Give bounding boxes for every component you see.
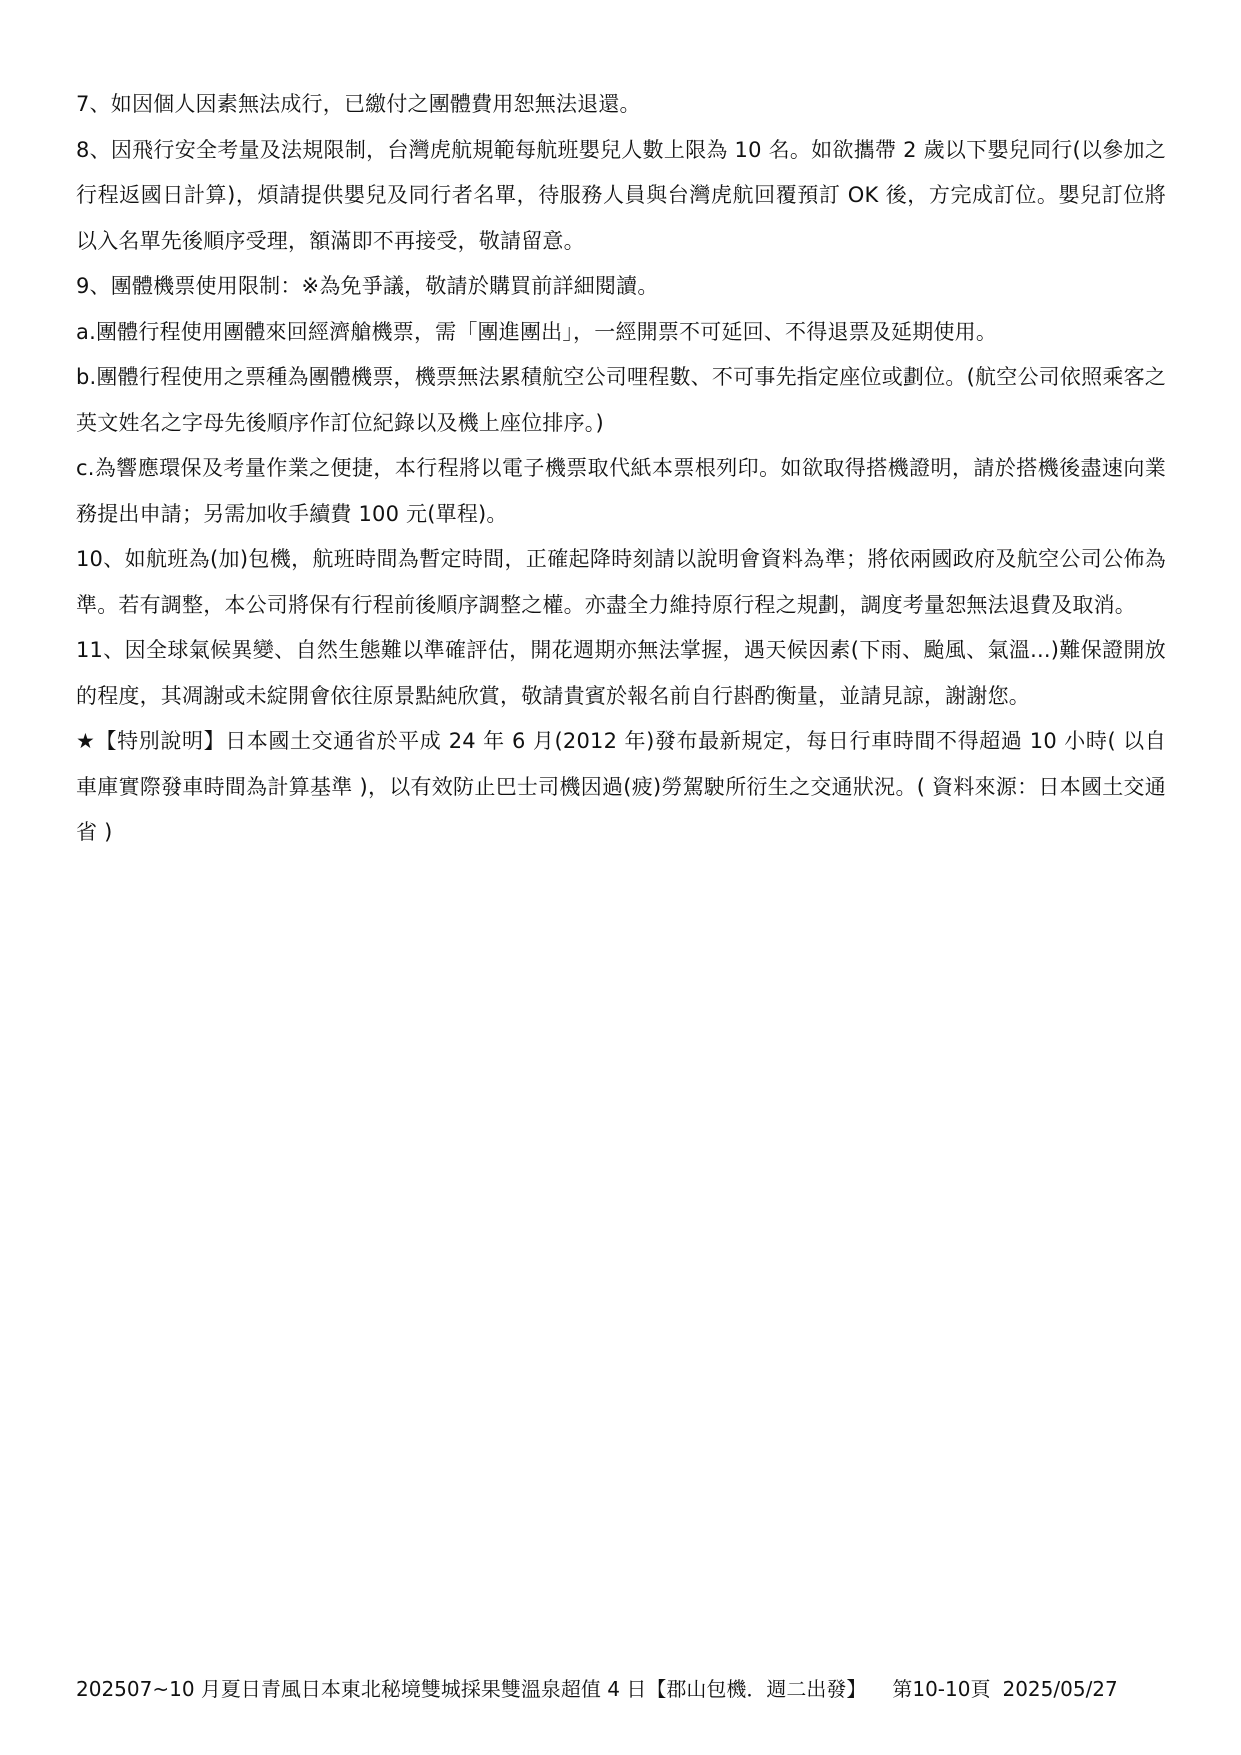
note-9c: c.為響應環保及考量作業之便捷，本行程將以電子機票取代紙本票根列印。如欲取得搭機證明，請於搭機後盡速向業務提出申請；另需加收手續費 100 元(單程)。	[76, 456, 1166, 526]
special-notice: ★【特別說明】日本國土交通省於平成 24 年 6 月(2012 年)發布最新規定，每日行車時間不得超過 10 小時( 以自車庫實際發車時間為計算基準 )，以有效防止巴士司機因過(疲)勞駕駛所衍生之交通狀況。( 資料來源：日本國土交通省 )	[76, 729, 1166, 844]
note-11: 11、因全球氣候異變、自然生態難以準確評估，開花週期亦無法掌握，遇天候因素(下雨、颱風、氣溫...)難保證開放的程度，其凋謝或未綻開會依往原景點純欣賞，敬請貴賓於報名前自行斟酌衡量，並請見諒，謝謝您。	[76, 638, 1166, 708]
note-9b: b.團體行程使用之票種為團體機票，機票無法累積航空公司哩程數、不可事先指定座位或劃位。(航空公司依照乘客之英文姓名之字母先後順序作訂位紀錄以及機上座位排序。)	[76, 365, 1166, 435]
footer-tour-title: 202507~10 月夏日青風日本東北秘境雙城採果雙溫泉超值 4 日【郡山包機．週二出發】	[76, 1677, 867, 1701]
note-9a: a.團體行程使用團體來回經濟艙機票，需「團進團出」，一經開票不可延回、不得退票及延期使用。	[76, 319, 998, 344]
note-10: 10、如航班為(加)包機，航班時間為暫定時間，正確起降時刻請以說明會資料為準；將依兩國政府及航空公司公佈為準。若有調整，本公司將保有行程前後順序調整之權。亦盡全力維持原行程之規劃，調度考量恕無法退費及取消。	[76, 547, 1166, 617]
note-9: 9、團體機票使用限制：※為免爭議，敬請於購買前詳細閱讀。	[76, 274, 659, 298]
footer-page-number: 第10-10頁	[892, 1677, 991, 1701]
note-7: 7、如因個人因素無法成行，已繳付之團體費用恕無法退還。	[76, 92, 641, 116]
terms-notes	[76, 82, 1166, 856]
page-footer	[76, 1674, 1186, 1704]
note-8: 8、因飛行安全考量及法規限制，台灣虎航規範每航班嬰兒人數上限為 10 名。如欲攜帶 2 歲以下嬰兒同行(以參加之行程返國日計算)，煩請提供嬰兒及同行者名單，待服務人員與台灣虎航回覆預訂 OK 後，方完成訂位。嬰兒訂位將以入名單先後順序受理，額滿即不再接受，敬請留意。	[76, 137, 1166, 253]
footer-date: 2025/05/27	[1002, 1677, 1118, 1701]
